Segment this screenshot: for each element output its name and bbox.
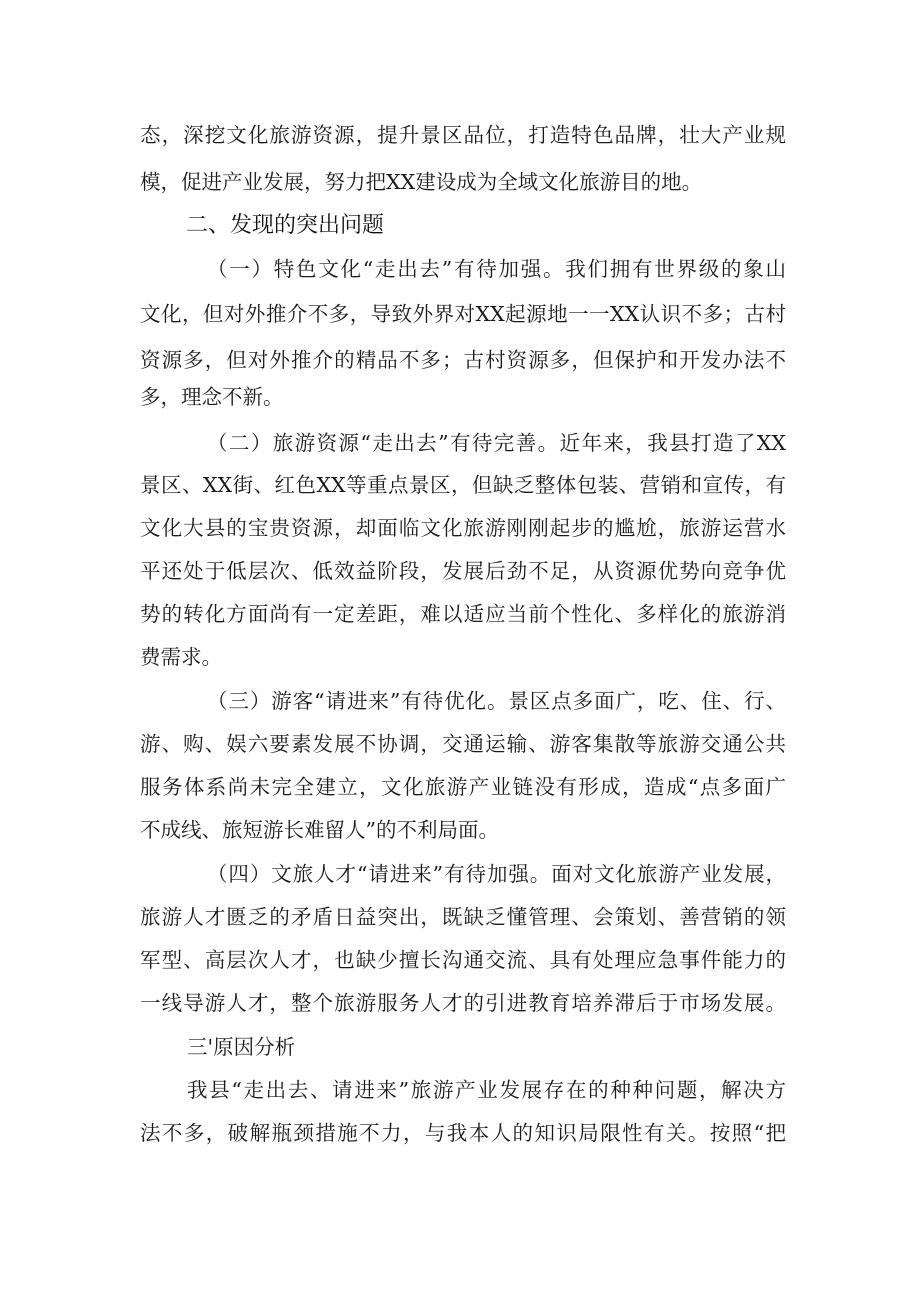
paragraph-line: 不成线、旅短游长难留人”的不利局面。 [140, 818, 499, 842]
paragraph-line: 平还处于低层次、低效益阶段，发展后劲不足，从资源优势向竞争优 [140, 559, 786, 583]
paragraph-line: 游、购、娱六要素发展不协调，交通运输、游客集散等旅游交通公共 [140, 732, 786, 756]
paragraph-line: 旅游人才匮乏的矛盾日益突出，既缺乏懂管理、会策划、善营销的领 [140, 905, 786, 929]
paragraph-line: 景区、XX街、红色XX等重点景区，但缺乏整体包装、营销和宣传，有 [140, 473, 786, 497]
paragraph-line: 一线导游人才，整个旅游服务人才的引进教育培养滞后于市场发展。 [140, 991, 786, 1015]
paragraph-line: 模，促进产业发展，努力把XX建设成为全域文化旅游目的地。 [140, 170, 703, 194]
paragraph-line: （二）旅游资源“走出去”有待完善。近年来，我县打造了XX [207, 431, 786, 455]
paragraph-line: （一）特色文化“走出去”有待加强。我们拥有世界级的象山 [207, 257, 786, 281]
paragraph-line: 军型、高层次人才，也缺少擅长沟通交流、具有处理应急事件能力的 [140, 948, 786, 972]
paragraph-line: 多，理念不新。 [140, 385, 284, 409]
paragraph-line: 态，深挖文化旅游资源，提升景区品位，打造特色品牌，壮大产业规 [140, 123, 786, 147]
paragraph-line: （四）文旅人才“请进来”有待加强。面对文化旅游产业发展， [207, 862, 786, 886]
paragraph-line: 文化大县的宝贵资源，却面临文化旅游刚刚起步的尴尬，旅游运营水 [140, 516, 786, 540]
paragraph-line: 文化，但对外推介不多，导致外界对XX起源地一一XX认识不多；古村 [140, 302, 786, 326]
paragraph-line: （三）游客“请进来”有待优化。景区点多面广，吃、住、行、 [207, 689, 786, 713]
paragraph-line: 服务体系尚未完全建立，文化旅游产业链没有形成，造成“点多面广 [140, 775, 786, 799]
paragraph-line: 势的转化方面尚有一定差距，难以适应当前个性化、多样化的旅游消 [140, 602, 786, 626]
paragraph-line: 我县“走出去、请进来”旅游产业发展存在的种种问题，解决方 [187, 1078, 786, 1102]
paragraph-line: 费需求。 [140, 645, 222, 669]
section-heading: 二、发现的突出问题 [186, 213, 385, 238]
paragraph-line: 法不多，破解瓶颈措施不力，与我本人的知识局限性有关。按照“把 [140, 1121, 786, 1145]
section-heading-minor: 三'原因分析 [187, 1035, 296, 1059]
paragraph-line: 资源多，但对外推介的精品不多；古村资源多，但保护和开发办法不 [140, 348, 786, 372]
